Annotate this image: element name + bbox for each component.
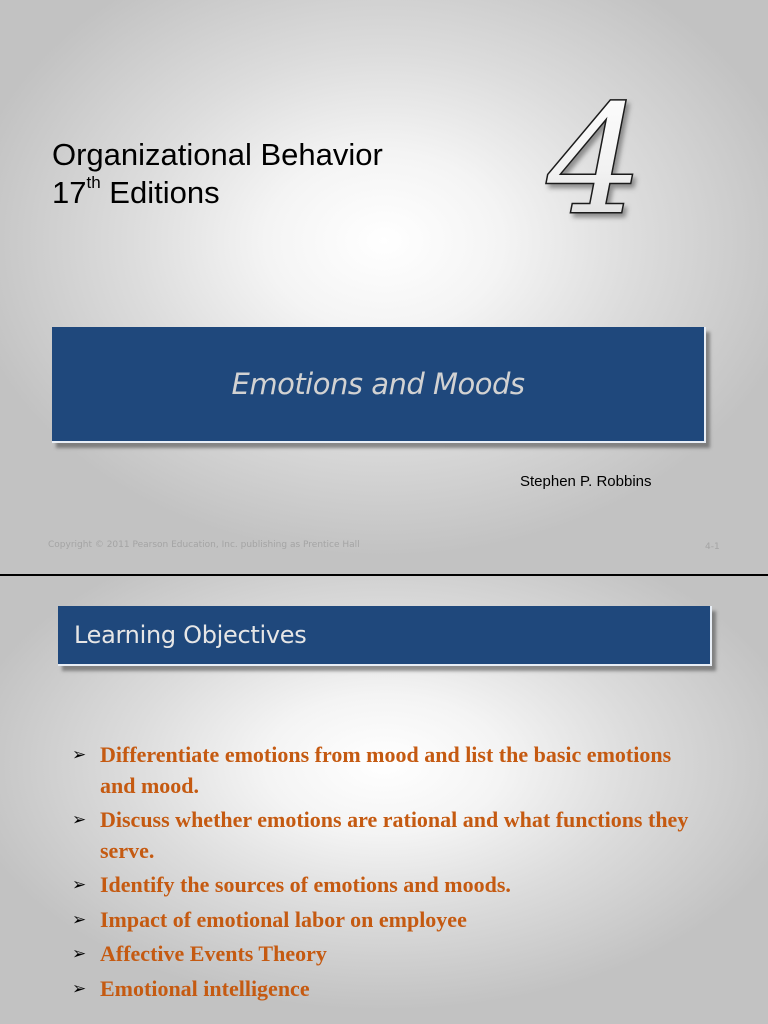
- objective-text: Impact of emotional labor on employee: [100, 906, 467, 932]
- list-item: [72, 939, 692, 970]
- author: Stephen P. Robbins: [520, 473, 652, 490]
- chapter-number-text: 4: [547, 74, 643, 230]
- objective-text: Emotional intelligence: [100, 975, 310, 1001]
- objective-text: Differentiate emotions from mood and list the basic emotions and mood.: [100, 742, 672, 798]
- edition-word: Editions: [100, 175, 220, 210]
- book-title: [52, 136, 383, 212]
- list-item: [72, 974, 692, 1005]
- list-item: [72, 870, 692, 901]
- arrow-bullet-icon: ➢: [72, 909, 87, 930]
- objectives-slide: [0, 576, 768, 1024]
- arrow-bullet-icon: ➢: [72, 944, 87, 964]
- book-title-line1: Organizational Behavior: [52, 137, 383, 172]
- objectives-header: [58, 606, 712, 666]
- edition-number: 17: [52, 175, 87, 210]
- edition-ordinal: th: [86, 173, 101, 192]
- list-item: [72, 805, 692, 866]
- list-item: [72, 740, 692, 801]
- arrow-bullet-icon: ➢: [72, 978, 87, 999]
- copyright-notice: Copyright © 2011 Pearson Education, Inc. publishing as Prentice Hall: [48, 540, 360, 550]
- arrow-bullet-icon: ➢: [72, 810, 87, 830]
- arrow-bullet-icon: ➢: [72, 875, 87, 895]
- list-item: [72, 905, 692, 936]
- objective-text: Discuss whether emotions are rational and what functions they serve.: [100, 807, 689, 863]
- objective-text: Affective Events Theory: [100, 941, 327, 966]
- arrow-bullet-icon: ➢: [72, 745, 87, 765]
- objectives-list: [72, 740, 692, 1008]
- objectives-title: Learning Objectives: [74, 621, 307, 649]
- objective-text: Identify the sources of emotions and moods.: [100, 872, 511, 897]
- slide-number: 4-1: [705, 542, 720, 552]
- chapter-title-box: [52, 327, 706, 443]
- chapter-number: [540, 70, 650, 230]
- book-edition: [52, 174, 383, 212]
- chapter-title: Emotions and Moods: [231, 367, 525, 401]
